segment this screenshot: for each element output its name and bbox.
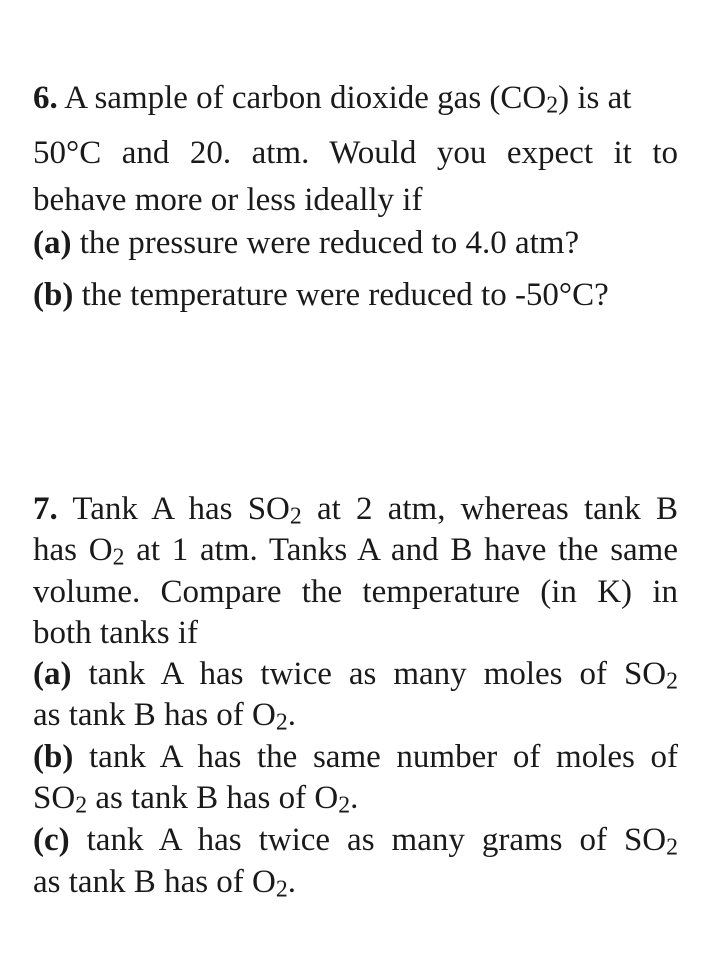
q7-part-a-line-2 <box>33 695 678 735</box>
q7-part-a-label: (a) <box>33 656 72 692</box>
q7-part-c-text-2: as tank B has of O <box>33 864 276 900</box>
q6-part-a-text: the pressure were reduced to 4.0 atm? <box>79 225 580 261</box>
q7-line-1-b: at 2 atm, whereas tank B <box>316 491 679 527</box>
q7-part-c-line-1 <box>33 820 678 860</box>
q7-part-b-text-2b: as tank B has of O <box>95 780 339 816</box>
q6-number: 6. <box>33 80 58 116</box>
q6-part-b <box>33 275 678 315</box>
q6-line-1-end: ) is at <box>558 80 632 116</box>
q7-part-b-line-2 <box>33 778 678 818</box>
q7-part-a-subscript-2: 2 <box>275 709 288 736</box>
q6-line-1-subscript: 2 <box>546 92 559 119</box>
q7-line-1-a: Tank A has SO <box>72 491 290 527</box>
q6-line-1 <box>33 78 678 118</box>
q7-part-b-label: (b) <box>33 739 74 775</box>
q7-line-2 <box>33 530 678 570</box>
q7-part-a-text-2: as tank B has of O <box>33 697 276 733</box>
q7-part-c-line-2 <box>33 862 678 902</box>
q6-part-a-label: (a) <box>33 225 72 261</box>
q7-part-c-subscript-2: 2 <box>275 876 288 903</box>
q7-line-1-subscript: 2 <box>289 503 302 530</box>
q7-line-3: volume. Compare the temperature (in K) in <box>33 574 678 610</box>
q7-line-2-b: at 1 atm. Tanks A and B have the same <box>136 532 678 568</box>
q6-line-1-text: A sample of carbon dioxide gas (CO <box>64 80 547 116</box>
q7-part-b-text-1: tank A has the same number of moles of <box>89 739 679 775</box>
q7-line-2-subscript: 2 <box>112 544 125 571</box>
q6-part-a <box>33 223 678 263</box>
q7-part-b-line-1 <box>33 737 678 777</box>
q7-part-a-subscript-1: 2 <box>666 668 679 695</box>
q7-part-c-text-1: tank A has twice as many grams of SO <box>86 822 667 858</box>
q6-line-2: 50°C and 20. atm. Would you expect it to <box>33 135 678 171</box>
q7-part-c-subscript-1: 2 <box>666 834 679 861</box>
q6-part-b-label: (b) <box>33 277 74 313</box>
q6-line-3: behave more or less ideally if <box>33 182 423 218</box>
q7-part-b-subscript-2: 2 <box>338 792 351 819</box>
q6-part-b-text: the temperature were reduced to -50°C? <box>81 277 609 313</box>
q7-part-a-text-1: tank A has twice as many moles of SO <box>88 656 667 692</box>
q7-number: 7. <box>33 491 58 527</box>
q7-line-1 <box>33 489 678 529</box>
q7-line-4: both tanks if <box>33 615 198 651</box>
q7-line-2-a: has O <box>33 532 113 568</box>
q7-part-c-end: . <box>287 864 297 900</box>
q7-part-c-label: (c) <box>33 822 70 858</box>
q7-part-a-line-1 <box>33 654 678 694</box>
q7-part-b-text-2a: SO <box>33 780 76 816</box>
q7-part-b-subscript-1: 2 <box>75 792 88 819</box>
q7-part-b-end: . <box>350 780 359 816</box>
q7-part-a-end: . <box>287 697 297 733</box>
